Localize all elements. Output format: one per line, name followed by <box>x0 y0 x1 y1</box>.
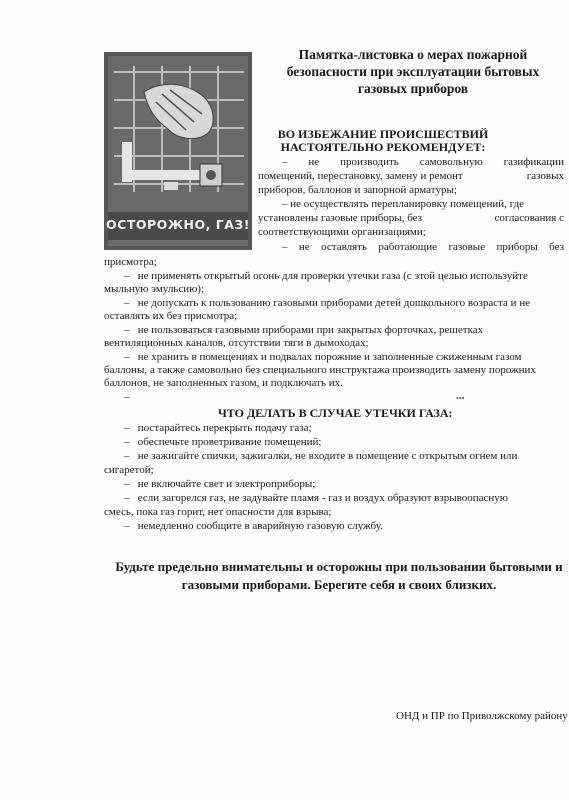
text: помещений, перестановку, замену и ремонт <box>258 170 463 182</box>
intro-heading-line-2: НАСТОЯТЕЛЬНО РЕКОМЕНДУЕТ: <box>280 140 486 154</box>
poster-caption: ОСТОРОЖНО, ГАЗ! <box>106 217 250 232</box>
list-item-cont <box>104 364 536 377</box>
text: обеспечьте проветривание помещений; <box>137 436 322 448</box>
list-item <box>124 391 130 404</box>
dash: – <box>282 156 288 168</box>
dash: – <box>124 297 130 309</box>
gas-warning-poster <box>104 52 252 250</box>
word: приборы <box>496 241 538 253</box>
intro-line <box>258 170 564 183</box>
text: соответствующими организациями; <box>258 226 426 238</box>
text: сигаретой; <box>104 464 154 476</box>
text: согласования с <box>494 212 564 224</box>
text: смесь, пока газ горит, нет опасности для взрыва; <box>104 506 332 518</box>
word: газификации <box>503 156 564 168</box>
text: не применять открытый огонь для проверки утечки газа (с этой целью используйте <box>137 270 528 282</box>
leak-item-cont <box>104 464 154 477</box>
dash: – <box>124 270 130 282</box>
dash: – <box>124 520 130 532</box>
word: без <box>549 241 564 253</box>
leak-item <box>124 520 383 533</box>
footer-signature: ОНД и ПР по Приволжскому району <box>396 710 568 722</box>
word: оставлять <box>321 241 367 253</box>
dash: – <box>124 351 130 363</box>
text: вентиляционных каналов, отсутствии тяги в дымоходах; <box>104 337 369 349</box>
text: не хранить в помещениях и подвалах порожние и заполненные сжиженным газом <box>137 351 522 363</box>
list-item-cont <box>104 377 343 390</box>
text: не зажигайте спички, зажигалки, не входите в помещение с открытым огнем или <box>137 450 518 462</box>
intro-line <box>258 156 564 169</box>
intro-line <box>258 226 426 239</box>
text: не пользоваться газовыми приборами при закрытых форточках, решетках <box>137 324 484 336</box>
scan-speck: ••• <box>456 394 465 403</box>
list-item <box>124 297 530 310</box>
leak-item <box>124 478 315 491</box>
text: оставлять их без присмотра; <box>104 310 238 322</box>
document-title: Памятка-листовка о мерах пожарной безопасности при эксплуатации бытовых газовых приборов <box>286 47 540 96</box>
text: не включайте свет и электроприборы; <box>137 478 316 490</box>
list-item-cont <box>104 310 237 323</box>
dash: – <box>124 436 130 448</box>
intro-line <box>258 212 564 225</box>
leak-item <box>124 492 508 505</box>
text: не допускать к пользованию газовыми приборами детей дошкольного возраста и не <box>137 297 531 309</box>
text: газовых <box>526 170 564 182</box>
intro-heading-line-1: ВО ИЗБЕЖАНИЕ ПРОИСШЕСТВИЙ <box>277 127 489 141</box>
text: если загорелся газ, не задувайте пламя - газ и воздух образуют взрывоопасную <box>137 492 508 504</box>
word: производить <box>340 156 399 168</box>
text: баллоны, а также самовольно без специального инструктажа производить замену порожних <box>104 364 536 376</box>
leak-item <box>124 436 321 449</box>
dash: – <box>282 198 288 210</box>
text: приборов, баллонов и запорной арматуры; <box>258 184 457 196</box>
word: не <box>298 241 310 253</box>
word: работающие <box>378 241 438 253</box>
dash: – <box>282 241 288 253</box>
text: немедленно сообщите в аварийную газовую службу. <box>137 520 383 532</box>
intro-line <box>258 184 457 197</box>
leak-item <box>124 422 312 435</box>
text: присмотра; <box>104 256 157 268</box>
dash: – <box>124 422 130 434</box>
text: постарайтесь перекрыть подачу газа; <box>137 422 312 434</box>
list-item-cont <box>104 283 204 296</box>
text: установлены газовые приборы, без <box>258 212 423 224</box>
intro-line <box>282 241 564 254</box>
word: газовые <box>448 241 486 253</box>
list-item <box>124 351 522 364</box>
leak-heading: ЧТО ДЕЛАТЬ В СЛУЧАЕ УТЕЧКИ ГАЗА: <box>218 406 453 420</box>
intro-heading <box>252 128 514 154</box>
leak-item-cont <box>104 506 331 519</box>
dash: – <box>124 324 130 336</box>
text: мыльную эмульсию); <box>104 283 205 295</box>
intro-line <box>282 198 524 211</box>
list-item <box>124 270 528 283</box>
dash: – <box>124 391 130 403</box>
text: баллонов, не заполненных газом, и подключать их. <box>104 377 343 389</box>
list-item-cont <box>104 337 369 350</box>
closing-note: Будьте предельно внимательны и осторожны при пользовании бытовыми и газовыми приборами. Берегите себя и своих близких. <box>115 559 563 592</box>
word: самовольную <box>419 156 483 168</box>
leak-item <box>124 450 517 463</box>
dash: – <box>124 492 130 504</box>
dash: – <box>124 478 130 490</box>
list-item <box>124 324 483 337</box>
text: не осуществлять перепланировку помещений, где <box>290 198 525 210</box>
intro-line <box>104 256 157 269</box>
word: не <box>308 156 320 168</box>
dash: – <box>124 450 130 462</box>
